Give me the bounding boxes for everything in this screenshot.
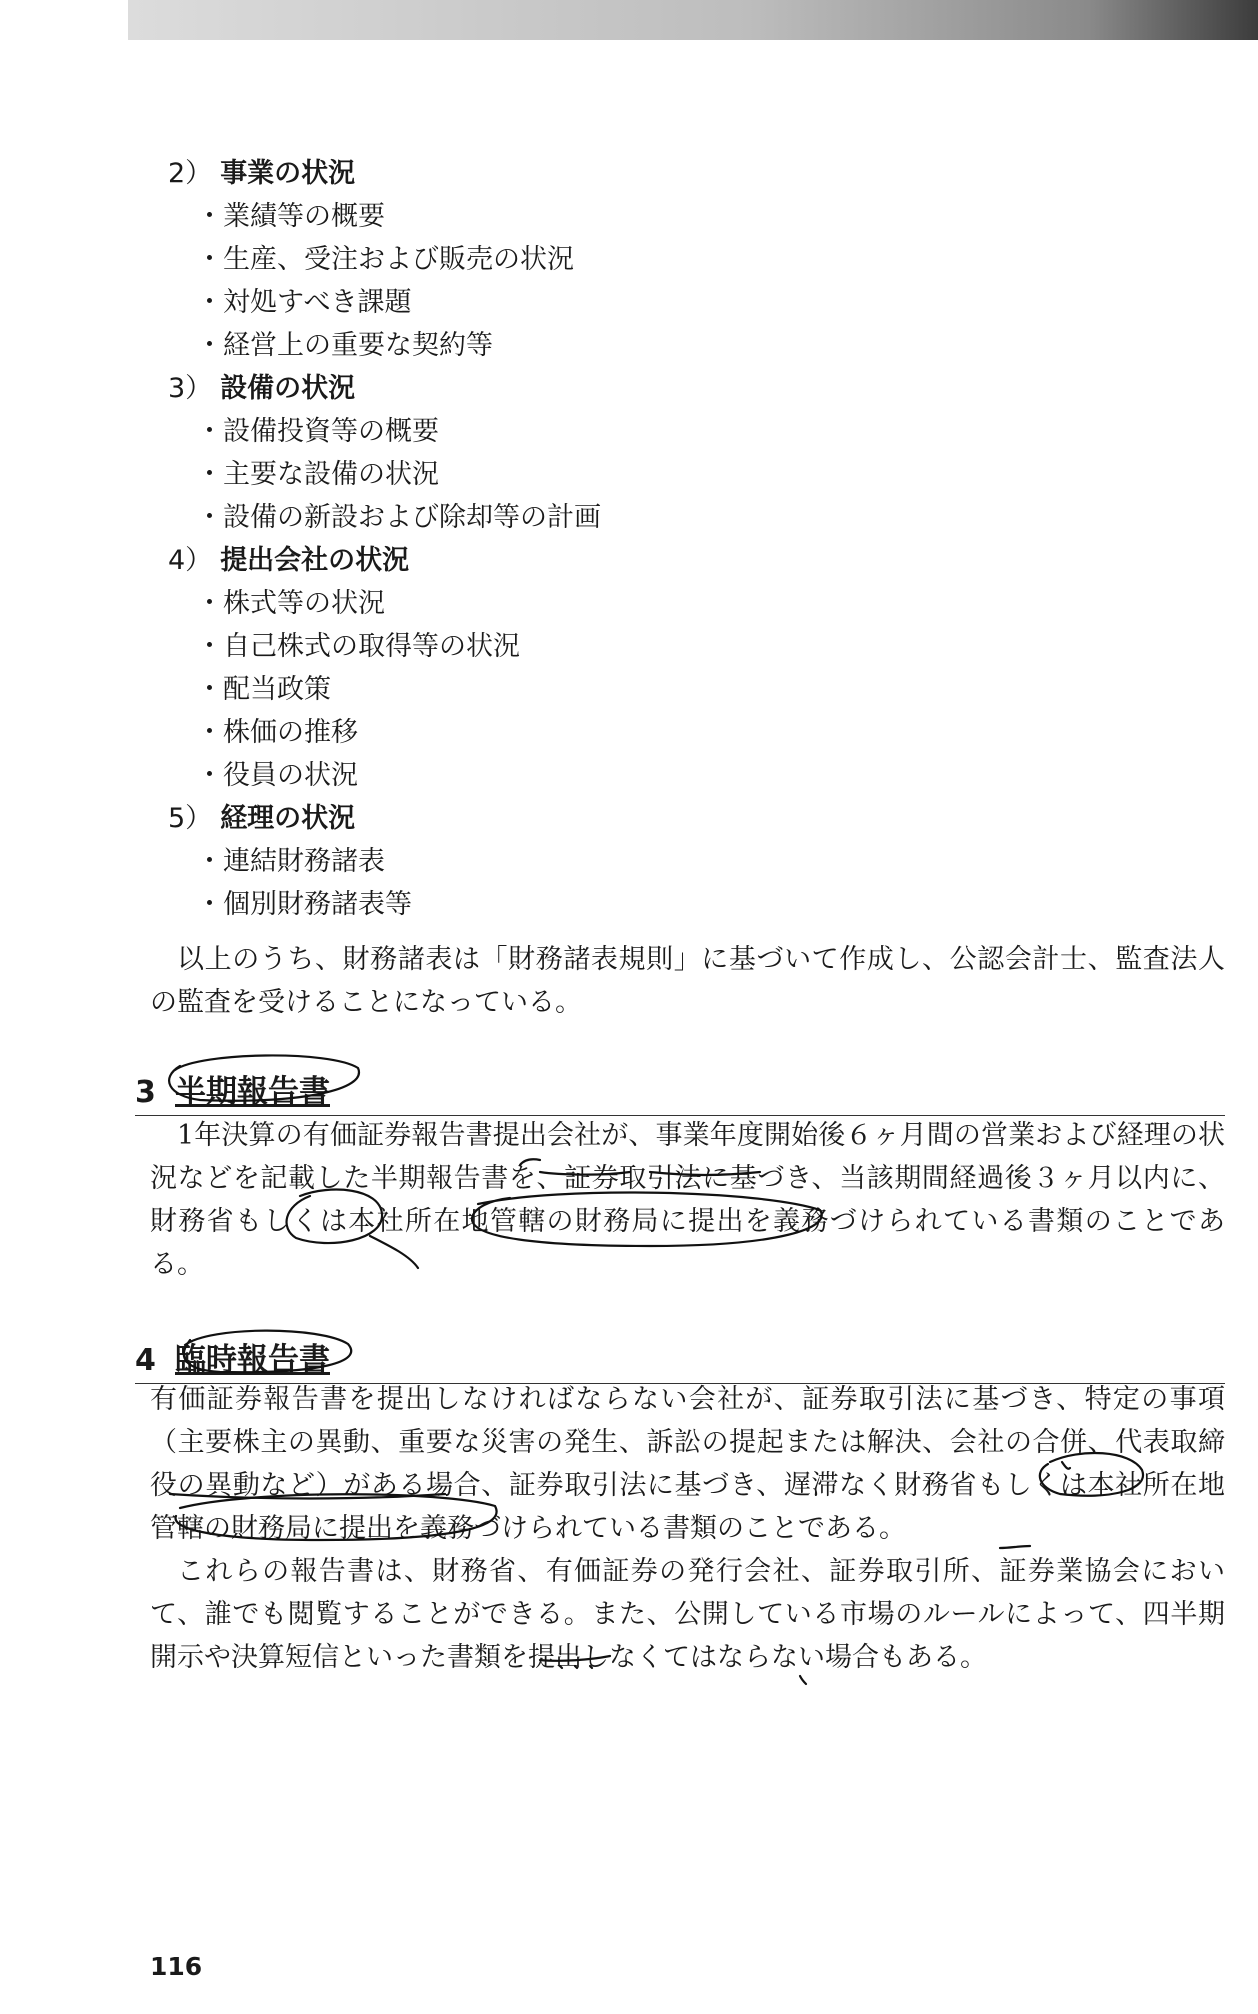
report-outline bbox=[168, 152, 1128, 926]
section-3-heading bbox=[135, 1066, 1225, 1116]
outline-section-title: 4） 提出会社の状況 bbox=[168, 545, 410, 576]
outline-item: ・主要な設備の状況 bbox=[196, 459, 439, 490]
outline-item: ・株式等の状況 bbox=[196, 588, 385, 619]
outline-section bbox=[168, 152, 1128, 367]
outline-section-title: 5） 経理の状況 bbox=[168, 803, 356, 834]
header-band bbox=[128, 0, 1258, 40]
outline-item: ・配当政策 bbox=[196, 674, 331, 705]
outline-item: ・生産、受注および販売の状況 bbox=[196, 244, 574, 275]
outline-section bbox=[168, 797, 1128, 926]
outline-item: ・対処すべき課題 bbox=[196, 287, 412, 318]
section-4-paragraph-2: これらの報告書は、財務省、有価証券の発行会社、証券取引所、証券業協会において、誰でも閲覧することができる。また、公開している市場のルールによって、四半期開示や決算短信といった書類を提出しなくてはならない場合もある。 bbox=[150, 1556, 1225, 1673]
outline-section bbox=[168, 367, 1128, 539]
outline-section-title: 2） 事業の状況 bbox=[168, 158, 356, 189]
outline-section bbox=[168, 539, 1128, 797]
section-3-paragraph: 1年決算の有価証券報告書提出会社が、事業年度開始後６ヶ月間の営業および経理の状況などを記載した半期報告書を、証券取引法に基づき、当該期間経過後３ヶ月以内に、財務省もしくは本社所在地管轄の財務局に提出を義務づけられている書類のことである。 bbox=[150, 1120, 1225, 1280]
section-number: 3 bbox=[135, 1075, 156, 1110]
outline-item: ・役員の状況 bbox=[196, 760, 358, 791]
outline-item: ・業績等の概要 bbox=[196, 201, 385, 232]
outline-section-title: 3） 設備の状況 bbox=[168, 373, 356, 404]
page-number: 116 bbox=[150, 1952, 203, 1981]
section-title: 臨時報告書 bbox=[175, 1342, 330, 1378]
outline-item: ・自己株式の取得等の状況 bbox=[196, 631, 520, 662]
section-4-paragraph-1: 有価証券報告書を提出しなければならない会社が、証券取引法に基づき、特定の事項（主要株主の異動、重要な災害の発生、訴訟の提起または解決、会社の合併、代表取締役の異動など）がある場合、証券取引法に基づき、遅滞なく財務省もしくは本社所在地管轄の財務局に提出を義務づけられている書類のことである。 bbox=[150, 1384, 1225, 1544]
outline-item: ・経営上の重要な契約等 bbox=[196, 330, 493, 361]
outline-item: ・個別財務諸表等 bbox=[196, 889, 412, 920]
outline-item: ・設備投資等の概要 bbox=[196, 416, 439, 447]
section-number: 4 bbox=[135, 1343, 156, 1378]
summary-paragraph: 以上のうち、財務諸表は「財務諸表規則」に基づいて作成し、公認会計士、監査法人の監査を受けることになっている。 bbox=[150, 944, 1225, 1018]
section-title: 半期報告書 bbox=[175, 1074, 330, 1110]
outline-item: ・株価の推移 bbox=[196, 717, 358, 748]
section-4-heading bbox=[135, 1334, 1225, 1384]
outline-item: ・設備の新設および除却等の計画 bbox=[196, 502, 601, 533]
outline-item: ・連結財務諸表 bbox=[196, 846, 385, 877]
